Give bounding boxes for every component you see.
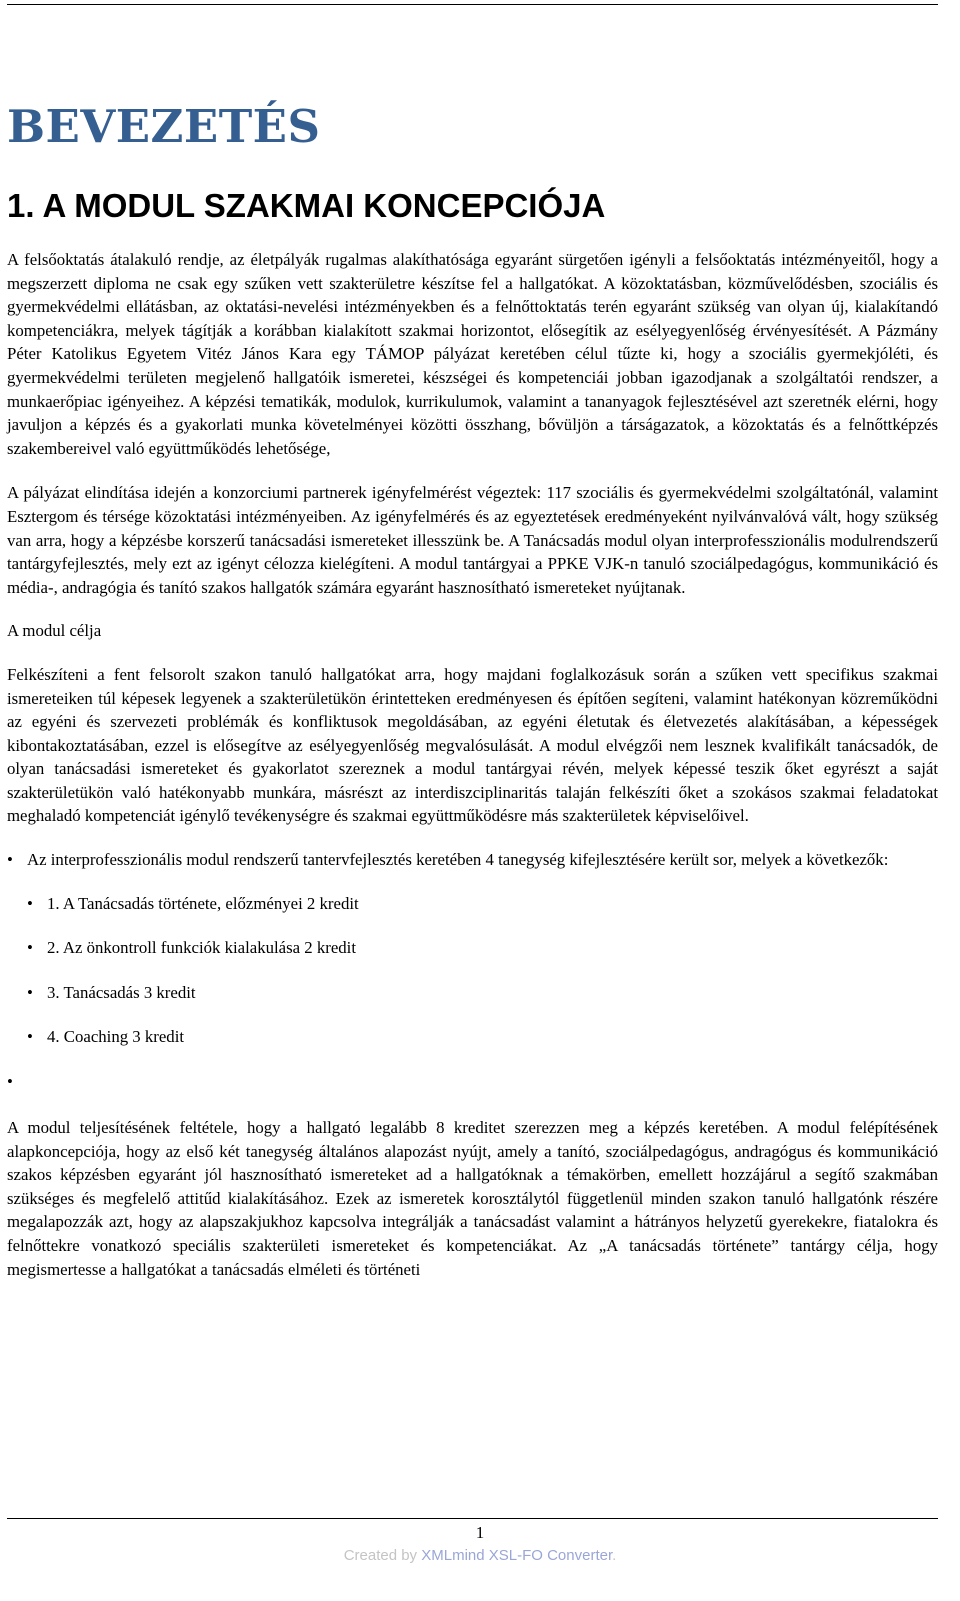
page-heading: BEVEZETÉS [7,100,321,153]
course-list [7,892,938,1049]
body-text [7,248,938,1301]
page-number: 1 [475,1523,485,1542]
subheading-modul-celja: A modul célja [7,621,102,641]
paragraph-1: A felsőoktatás átalakuló rendje, az életpályák rugalmas alakíthatósága egyaránt sürgetően igényli a felsőoktatás intézményeitől, hogy a megszerzett diploma ne csak egy szűken vett szakterületre készítse fel a hallgatókat. A közoktatásban, közművelődésben, szociális és gyermekvédelmi ellátásban, az oktatási-nevelési intézményekben és a felnőttoktatás terén egyaránt szükség van olyan új, kialakítandó kompetenciákra, melyek tágítják a korábban kialakított szakmai horizontot, elősegítik az esélyegyenlőség érvényesítését. A Pázmány Péter Katolikus Egyetem Vitéz János Kara egy TÁMOP pályázat keretében célul tűzte ki, hogy a szociális gyermekjóléti, és gyermekvédelmi területen megjelenő hallgatóik ismeretei, készségei és kompetenciái jobban igazodjanak a szolgáltatói rendszer, a munkaerőpiac igényeihez. A képzési tematikák, modulok, kurrikulumok, valamint a tananyagok fejlesztésével azt szeretnék elérni, hogy javuljon a képzés és a gyakorlati munka követelményei közötti összhang, bővüljön a társágazatok, a közoktatás és a felnőttképzés szakembereivel való együttműködés lehetősége, [7,250,938,458]
list-item [7,1025,938,1049]
list-item [7,981,938,1005]
top-rule [7,4,938,5]
list-intro: Az interprofesszionális modul rendszerű tantervfejlesztés keretében 4 tanegység kifejlesztésére került sor, melyek a következők: [27,850,889,870]
footer-brand-link[interactable]: XMLmind XSL-FO Converter [421,1547,613,1564]
list-item [7,848,938,1049]
paragraph-3: Felkészíteni a fent felsorolt szakon tanuló hallgatókat arra, hogy majdani foglalkozásuk során a szűken vett specifikus szakmai ismereteiken túl képesek legyenek a szakterületükön érintetteken eredményesen és építően segíteni, valamint hatékonyan közreműködni az egyéni és szervezeti problémák és konfliktusok megoldásában, az egyéni életutak és életvezetés alakításában, a képességek kibontakoztatásában, ezzel is elősegítve az esélyegyenlőség megvalósulását. A modul elvégzői nem lesznek kvalifikált tanácsadók, de olyan tanácsadási ismereteket és gyakorlatot szereznek a modul tantárgyai révén, melyek képessé teszik őket egyrészt a saját szakterületükön való hatékonyabb munkára, másrészt az interdiszciplinaritás talaján felkészíti őket a szokásos szakmai feladatokat meghaladó kompetenciát igénylő tevékenységre és szakmai együttműködésre más szakterületek képviselőivel. [7,664,938,826]
list-item [7,936,938,960]
course-item-2: 2. Az önkontroll funkciók kialakulása 2 kredit [47,938,356,958]
section-title: 1. A MODUL SZAKMAI KONCEPCIÓJA [7,187,606,224]
empty-list-item [7,1070,938,1094]
bullet: • [7,850,13,870]
course-item-3: 3. Tanácsadás 3 kredit [47,982,196,1002]
footer-suffix: . [612,1547,617,1564]
bullet: • [7,1072,13,1092]
list-item [7,892,938,916]
bullet: • [27,893,33,913]
bottom-rule [7,1518,938,1519]
paragraph-4: A modul teljesítésének feltétele, hogy a hallgató legalább 8 kreditet szerezzen meg a képzés keretében. A modul felépítésének alapkoncepciója, hogy az első két tanegység általános alapozást nyújt, amely a tanító, szociálpedagógus, andragógus és kommunikáció szakos képzésben egyaránt jól hasznosítható ismereteket ad a hallgatóknak a témakörben, emellett hozzájárul a segítő szakmában szükséges és megfelelő attitűd kialakításához. Ezek az ismeretek korosztálytól függetlenül minden szakon tanuló hallgatónk részére megalapozzák azt, hogy az alapszakjukhoz kapcsolva integrálják a tanácsadást valamint a hátrányos helyzetű gyerekekre, fiatalokra és felnőttekre vonatkozó speciális szakterületi ismereteket és kompetenciákat. Az „A tanácsadás története” tantárgy célja, hogy megismertesse a hallgatókat a tanácsadás elméleti és történeti [7,1118,938,1279]
bullet: • [27,1027,33,1047]
course-item-1: 1. A Tanácsadás története, előzményei 2 kredit [47,893,359,913]
footer-credit [0,1547,960,1564]
outer-list [7,848,938,1049]
footer-prefix: Created by [343,1547,422,1564]
paragraph-2: A pályázat elindítása idején a konzorciumi partnerek igényfelmérést végeztek: 117 szociális és gyermekvédelmi szolgáltatónál, valamint Esztergom és térsége közoktatási intézményeiben. Az igényfelmérés és az egyeztetések eredményeként nyilvánvalóvá vált, hogy szükség van arra, hogy a képzésbe korszerű tanácsadási ismereteket illesszünk be. A Tanácsadás modul olyan interprofesszionális modulrendszerű tantárgyfejlesztés, mely ezt az igényt célozza kielégíteni. A modul tantárgyai a PPKE VJK-n tanuló szociálpedagógus, kommunikáció és média-, andragógia és tanító szakos hallgatók számára egyaránt hasznosítható ismereteket nyújtanak. [7,483,938,597]
course-item-4: 4. Coaching 3 kredit [47,1027,185,1047]
bullet: • [27,982,33,1002]
bullet: • [27,938,33,958]
